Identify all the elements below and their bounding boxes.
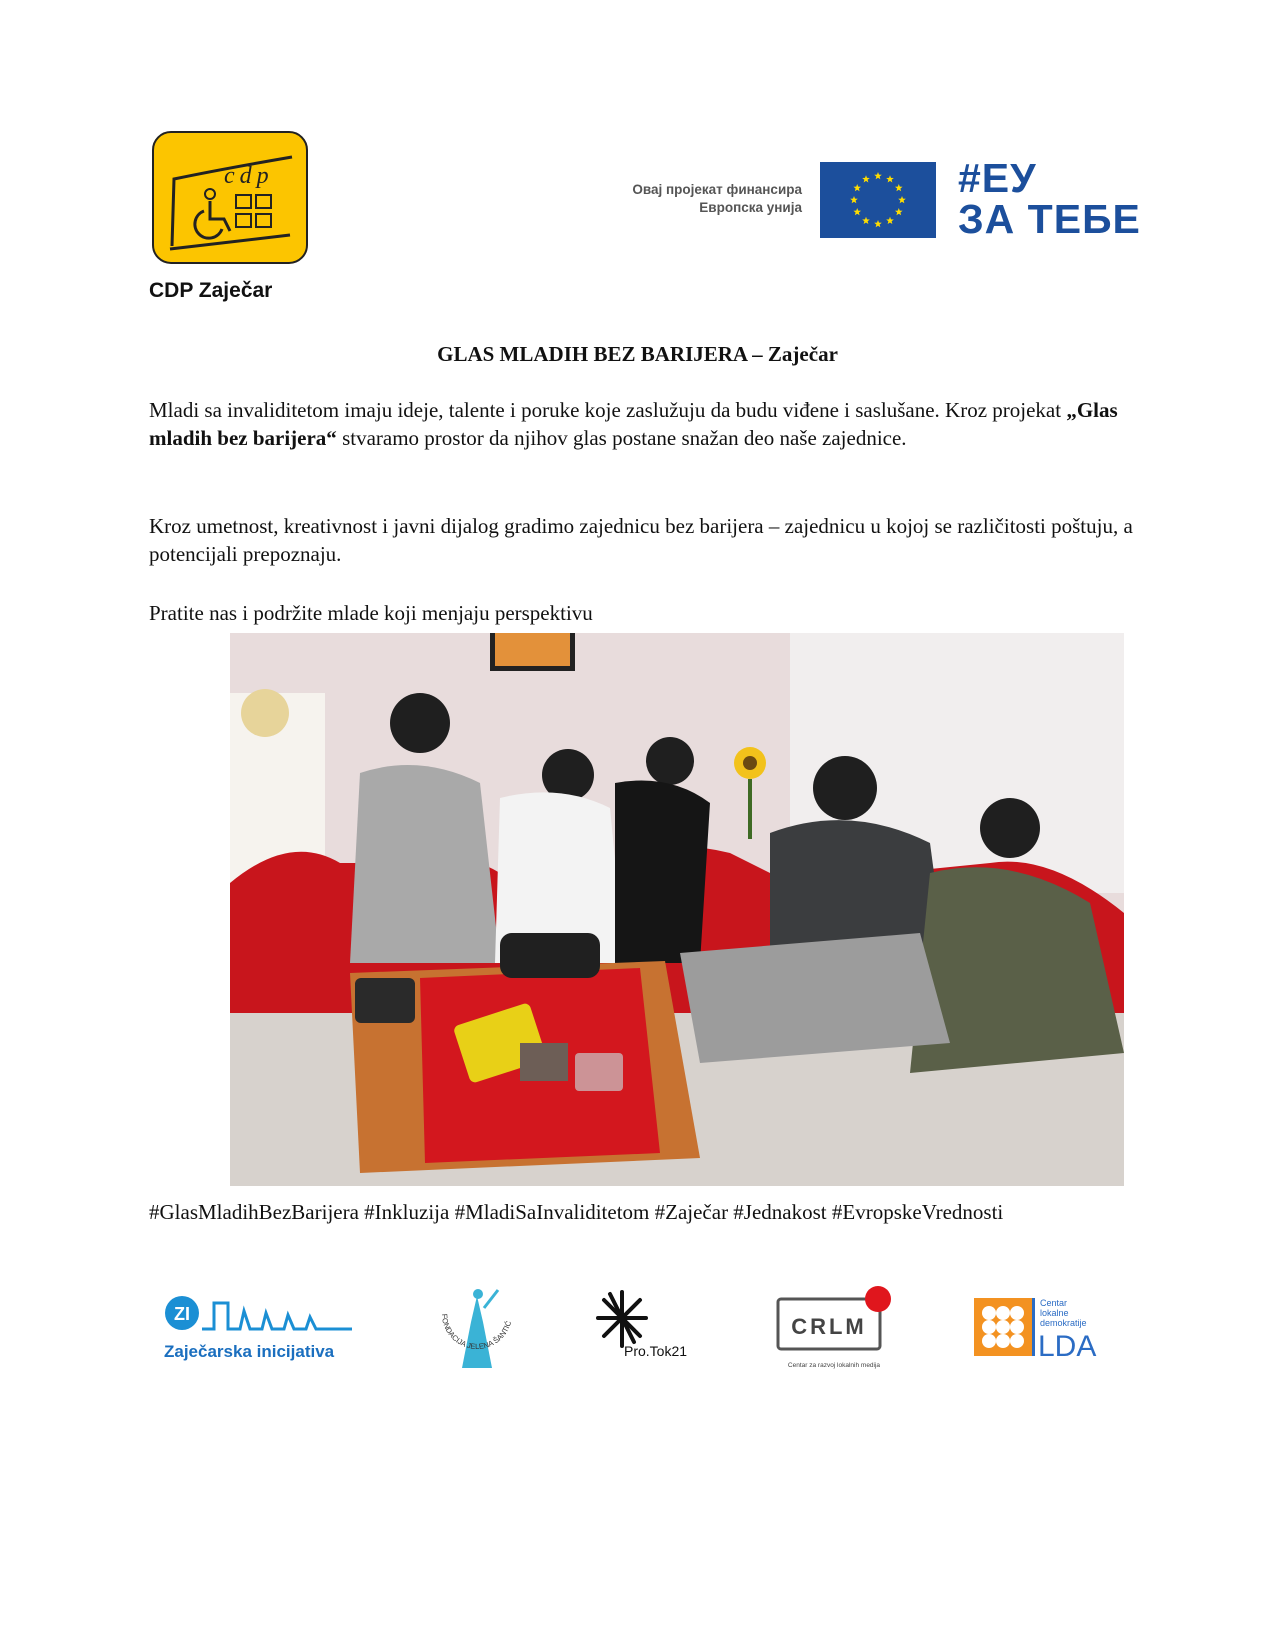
eu-funding-line1: Овај пројекат финансира [632,182,802,197]
zajecarska-inicijativa-logo-icon [162,1295,354,1369]
crlm-logo-subtext: Centar za razvoj lokalnih medija [787,1362,881,1369]
zi-logo-text: Zaječarska inicijativa [164,1342,335,1361]
lda-line1: Centar [1040,1298,1068,1308]
eu-flag-icon [820,162,936,238]
group-photo [230,633,1124,1186]
eu-slogan-line2: ЗА ТЕБЕ [958,196,1141,242]
lda-line3: demokratije [1040,1318,1087,1328]
cdp-logo-icon [152,131,308,264]
zi-logo-mark: ZI [174,1304,190,1324]
protok-logo-text: Pro.Tok21 [624,1343,688,1359]
paragraph-intro-part1: Mladi sa invaliditetom imaju ideje, talente i poruke koje zaslužuju da budu viđene i saslušane. Kroz projekat [149,398,1067,422]
lda-logo-icon [974,1296,1098,1360]
cdp-logo-text: cdp [224,163,274,189]
paragraph-intro-part2: stvaramo prostor da njihov glas postane snažan deo naše zajednice. [336,426,907,450]
paragraph-intro [149,396,1134,452]
protok21-logo-icon [592,1288,704,1362]
organization-name: CDP Zaječar [149,279,273,302]
crlm-logo-icon [774,1283,898,1375]
project-name-bold: „Glas mladih bez barijera“ [149,398,1118,450]
fondacija-jelena-santic-logo-icon [432,1284,522,1380]
crlm-logo-text: CRLM [791,1314,867,1339]
lda-line2: lokalne [1040,1308,1069,1318]
paragraph-community: Kroz umetnost, kreativnost i javni dijalog gradimo zajednicu bez barijera – zajednicu u kojoj se različitosti poštuju, a potencijali prepoznaju. [149,514,1133,566]
eu-slogan [958,155,1141,242]
lda-mark: LDA [1038,1330,1097,1360]
fjs-logo-text-path: FONDACIJA JELENA ŠANTIĆ [439,1313,514,1352]
eu-funding-text [590,181,802,217]
document-title: GLAS MLADIH BEZ BARIJERA – Zaječar [437,342,838,366]
paragraph-follow: Pratite nas i podržite mlade koji menjaju perspektivu [149,601,593,625]
hashtags: #GlasMladihBezBarijera #Inkluzija #MladiSaInvaliditetom #Zaječar #Jednakost #EvropskeVrednosti [149,1200,1004,1224]
eu-funding-line2: Европска унија [699,200,802,215]
eu-slogan-line1: #ЕУ [958,155,1037,201]
